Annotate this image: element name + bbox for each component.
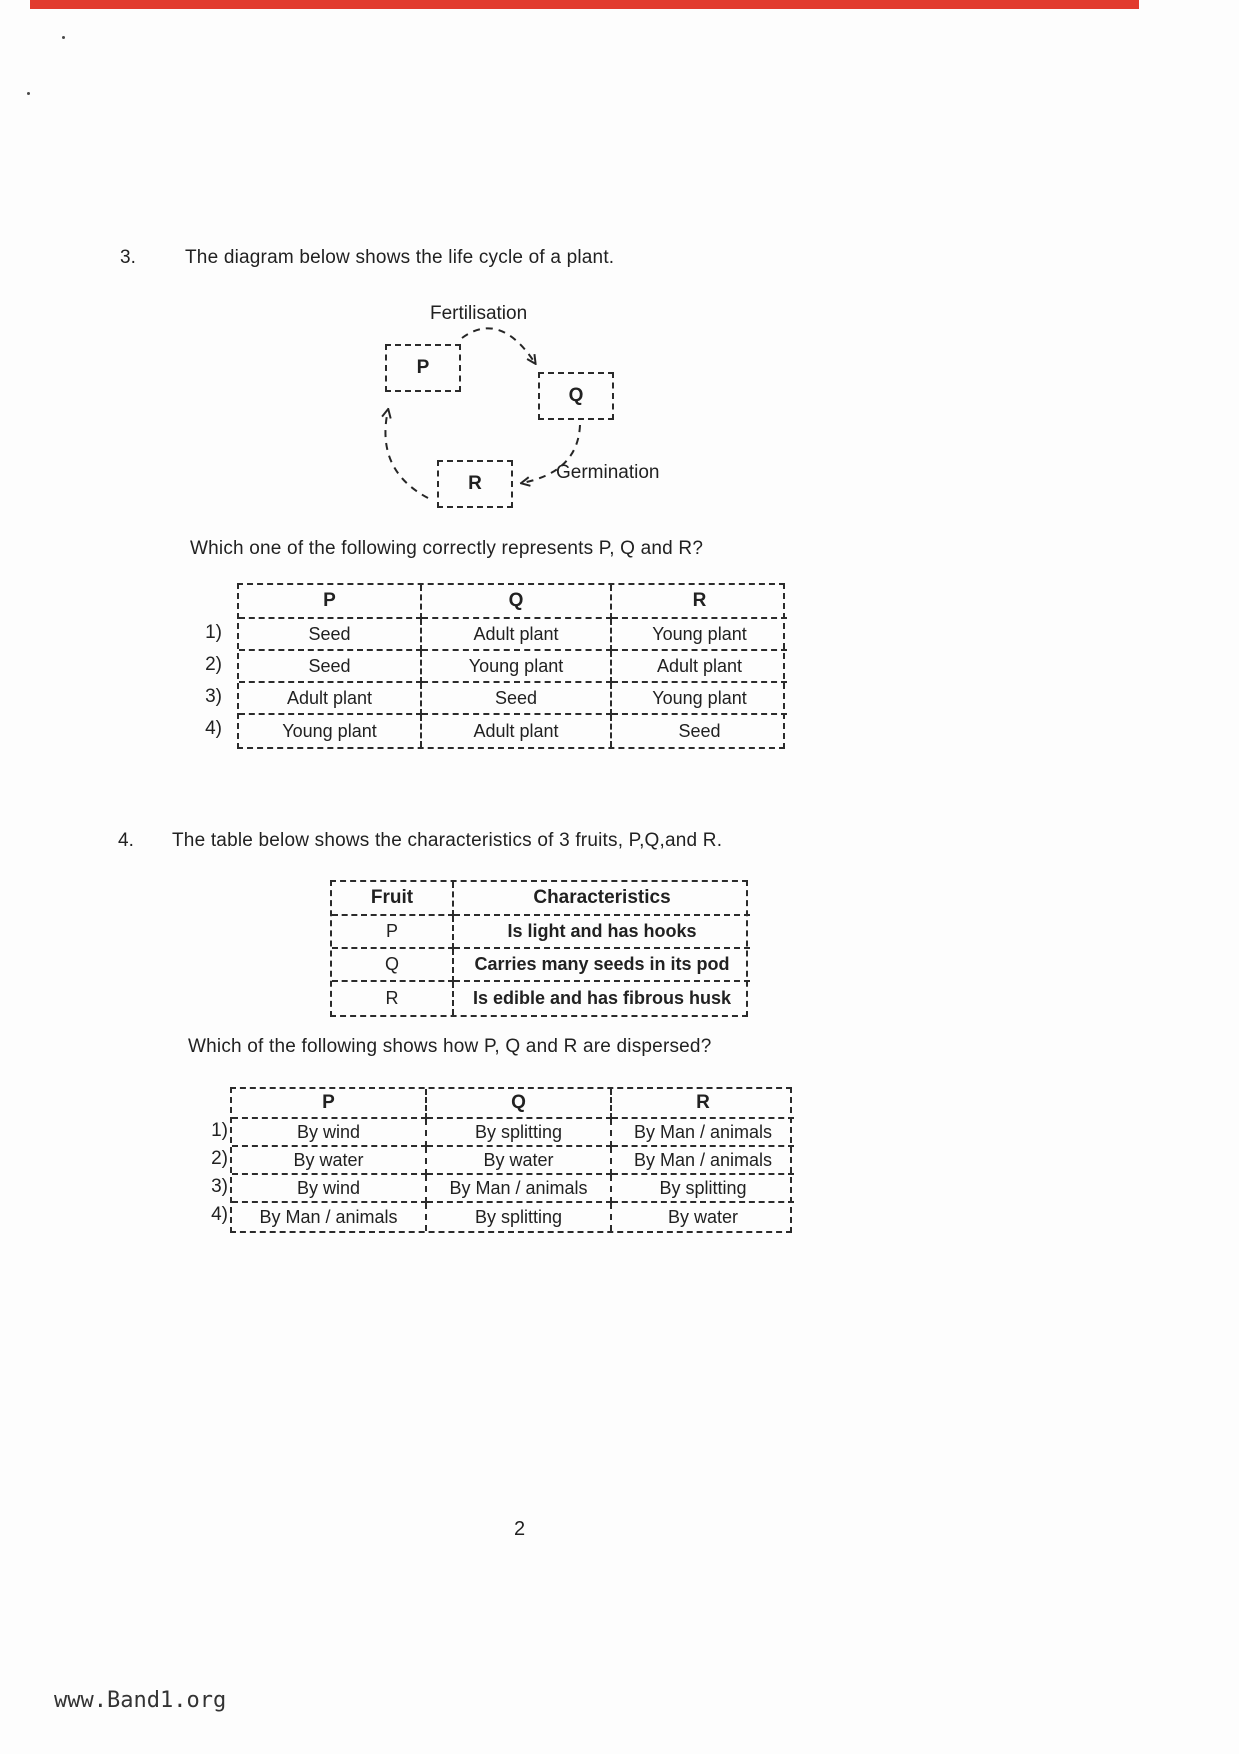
question-3-text: The diagram below shows the life cycle of a plant. [185,247,615,268]
option-number: 3) [205,686,222,707]
option-number: 2) [205,654,222,675]
option-number: 4) [211,1204,228,1225]
arrow-q-to-r-germination [522,425,580,483]
header-cell: Q [427,1089,612,1119]
table-cell: By Man / animals [232,1203,427,1231]
option-number: 3) [211,1176,228,1197]
table-cell: By water [427,1147,612,1175]
table-cell: By water [667,1206,739,1227]
scan-speck [27,92,30,95]
table-cell: By splitting [427,1119,612,1147]
q4-options-table [230,1087,792,1233]
table-cell: By wind [232,1175,427,1203]
table-cell: By Man / animals [612,1119,794,1147]
characteristic-cell: Is light and has hooks [454,916,750,949]
watermark: www.Band1.org [54,1688,227,1713]
header-cell: Fruit [332,882,454,916]
table-cell: Young plant [422,651,612,683]
header-cell: P [239,585,422,619]
table-cell: Seed [422,683,612,715]
table-cell: Adult plant [422,619,612,651]
top-scan-bar [30,0,1139,9]
question-4-number: 4. [118,830,134,851]
table-cell: By splitting [427,1203,612,1231]
characteristic-cell: Is edible and has fibrous husk [472,988,732,1008]
table-cell: Young plant [239,715,422,747]
question-4-subquestion: Which of the following shows how P, Q and R are dispersed? [188,1036,712,1057]
option-number: 1) [211,1120,228,1141]
table-cell: Seed [239,619,422,651]
question-3-number: 3. [120,247,136,268]
table-cell: By wind [232,1119,427,1147]
table-cell: Seed [678,720,721,741]
table-cell: Young plant [612,619,787,651]
option-number: 2) [211,1148,228,1169]
header-cell: R [612,585,787,619]
table-cell: Young plant [612,683,787,715]
life-cycle-arrows [330,280,730,525]
fruit-cell: P [332,916,454,949]
scan-speck [62,36,65,39]
diagram-box-q: Q [538,372,614,420]
option-number: 1) [205,622,222,643]
option-number: 4) [205,718,222,739]
header-cell: P [232,1089,427,1119]
table-cell: Adult plant [239,683,422,715]
diagram-box-r: R [437,460,513,508]
table-cell: Seed [239,651,422,683]
q3-options-table [237,583,785,749]
characteristics-table [330,880,748,1017]
header-cell: Q [422,585,612,619]
arrow-r-to-p [385,410,428,498]
fertilisation-label: Fertilisation [430,303,528,324]
question-4-text: The table below shows the characteristics of 3 fruits, P,Q,and R. [172,830,723,851]
table-cell: By water [232,1147,427,1175]
germination-label: Germination [556,462,660,483]
table-cell: By Man / animals [427,1175,612,1203]
q3-option-numbers [178,617,222,745]
fruit-cell: R [332,982,454,1015]
characteristic-cell: Carries many seeds in its pod [454,949,750,982]
table-cell: By Man / animals [612,1147,794,1175]
page-number: 2 [514,1518,526,1540]
header-cell: Characteristics [454,882,750,916]
header-cell: R [612,1089,794,1119]
question-3-subquestion: Which one of the following correctly represents P, Q and R? [190,538,704,559]
fruit-cell: Q [332,949,454,982]
table-cell: Adult plant [612,651,787,683]
diagram-box-p: P [385,344,461,392]
table-cell: By splitting [612,1175,794,1203]
arrow-p-to-q [462,328,535,363]
table-cell: Adult plant [422,715,612,747]
q4-option-numbers [192,1117,228,1229]
